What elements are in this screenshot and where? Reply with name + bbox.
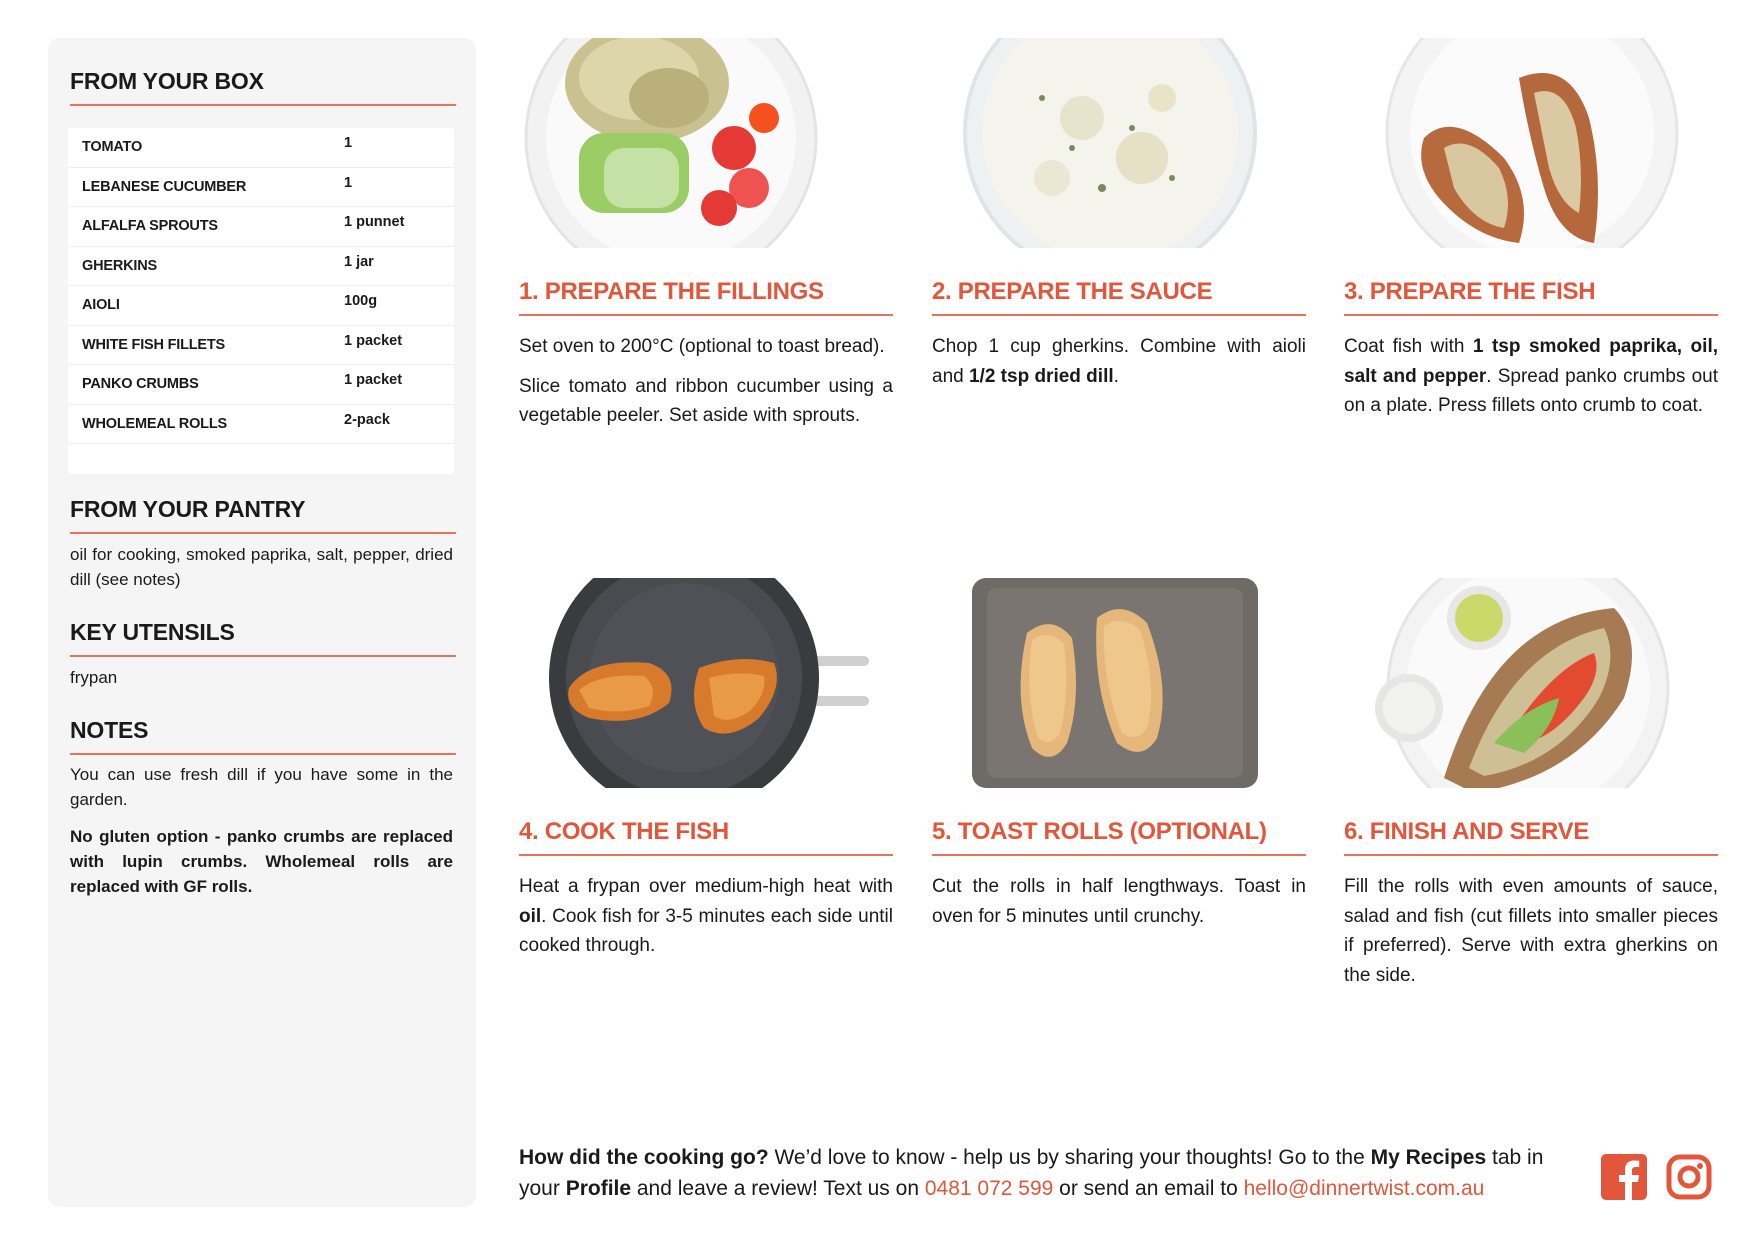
table-row [68, 326, 454, 366]
step-paragraph [519, 872, 893, 961]
utensils-text: frypan [70, 668, 118, 687]
notes-title: NOTES [70, 717, 456, 755]
step-text-part: . Cook fish for 3-5 minutes each side until cooked through. [519, 905, 893, 956]
table-row [68, 207, 454, 247]
step-text-part: . [1113, 365, 1119, 387]
table-row [68, 405, 454, 445]
ingredient-qty: 2-pack [344, 411, 390, 428]
step-text-bold: 1 tsp smoked paprika, oil, salt and pepper [1344, 336, 1719, 387]
footer-my-recipes: My Recipes [1370, 1146, 1487, 1169]
step-title: 3. PREPARE THE FISH [1344, 278, 1718, 316]
sauce-bowl-photo [932, 38, 1306, 248]
step-paragraph: Set oven to 200°C (optional to toast bread). [519, 336, 885, 357]
key-utensils-title: KEY UTENSILS [70, 619, 456, 657]
ingredient-name: LEBANESE CUCUMBER [82, 178, 247, 195]
from-your-box-title: FROM YOUR BOX [70, 68, 456, 106]
step-text-part: Coat fish with [1344, 336, 1473, 357]
from-your-pantry-title: FROM YOUR PANTRY [70, 496, 456, 534]
step-title: 1. PREPARE THE FILLINGS [519, 278, 893, 316]
ingredient-name: PANKO CRUMBS [82, 376, 199, 393]
instagram-icon[interactable] [1666, 1154, 1712, 1200]
step-text-part: Chop 1 cup gherkins. Combine with aioli and [932, 336, 1306, 387]
step-title: 2. PREPARE THE SAUCE [932, 278, 1306, 316]
step-text-bold: 1/2 tsp dried dill [968, 365, 1114, 387]
ingredient-name: WHOLEMEAL ROLLS [82, 415, 227, 432]
table-row [68, 128, 454, 168]
notes-text: You can use fresh dill if you have some in the garden. [70, 765, 453, 809]
table-row [68, 286, 454, 326]
facebook-icon[interactable] [1601, 1154, 1647, 1200]
step-text-part: Heat a frypan over medium-high heat with [519, 876, 893, 897]
ingredient-name: TOMATO [82, 139, 143, 156]
step-title: 4. COOK THE FISH [519, 818, 893, 856]
footer-text: or send an email to [1053, 1177, 1244, 1200]
footer-question: How did the cooking go? [519, 1146, 769, 1169]
rolls-tray-photo [932, 578, 1306, 788]
phone-link[interactable]: 0481 072 599 [924, 1177, 1054, 1200]
frypan-fish-photo [519, 578, 893, 788]
notes-gluten-text: No gluten option - panko crumbs are replaced with lupin crumbs. Wholemeal rolls are replaced with GF rolls. [70, 827, 453, 896]
footer-text: and leave a review! Text us on [631, 1177, 925, 1200]
footer-text: tab in your [519, 1146, 1544, 1200]
step-text [519, 872, 893, 971]
step-paragraph [932, 332, 1306, 391]
step-text-bold: oil [519, 905, 542, 927]
step-title: 5. TOAST ROLLS (OPTIONAL) [932, 818, 1306, 856]
ingredient-qty: 1 jar [344, 253, 374, 270]
table-row [68, 247, 454, 287]
table-row [68, 168, 454, 208]
email-link[interactable]: hello@dinnertwist.com.au [1243, 1177, 1485, 1200]
ingredient-qty: 1 [344, 174, 353, 191]
step-paragraph: Fill the rolls with even amounts of sauce, salad and fish (cut fillets into smaller pieces if preferred). Serve with extra gherkins on the side. [1344, 876, 1718, 986]
footer-text: We’d love to know - help us by sharing your thoughts! Go to the [768, 1146, 1371, 1169]
step-paragraph [1344, 332, 1718, 421]
ingredient-name: GHERKINS [82, 257, 157, 274]
pantry-text: oil for cooking, smoked paprika, salt, pepper, dried dill (see notes) [70, 545, 453, 589]
ingredient-name: AIOLI [82, 297, 120, 314]
step-text-part: . Spread panko crumbs out on a plate. Press fillets onto crumb to coat. [1344, 365, 1718, 416]
box-ingredients-table [68, 128, 454, 474]
ingredient-qty: 1 packet [344, 332, 403, 349]
step-text [1344, 332, 1718, 431]
step-paragraph: Slice tomato and ribbon cucumber using a vegetable peeler. Set aside with sprouts. [519, 375, 893, 426]
table-row [68, 365, 454, 405]
ingredients-sidebar [48, 38, 476, 1207]
step-text [519, 332, 893, 441]
ingredient-qty: 1 punnet [344, 214, 405, 231]
crumbed-fish-photo [1344, 38, 1718, 248]
served-roll-photo [1344, 578, 1718, 788]
step-text [932, 872, 1306, 941]
footer-profile: Profile [565, 1177, 632, 1200]
feedback-footer [519, 1142, 1569, 1204]
ingredient-qty: 1 [344, 135, 353, 152]
ingredient-qty: 100g [344, 293, 378, 310]
ingredient-qty: 1 packet [344, 372, 403, 389]
ingredient-name: WHITE FISH FILLETS [82, 336, 226, 353]
step-paragraph: Cut the rolls in half lengthways. Toast in oven for 5 minutes until crunchy. [932, 876, 1306, 927]
ingredient-name: ALFALFA SPROUTS [82, 218, 218, 235]
salad-plate-photo [519, 38, 893, 248]
step-text [932, 332, 1306, 401]
step-text [1344, 872, 1718, 1000]
step-title: 6. FINISH AND SERVE [1344, 818, 1718, 856]
